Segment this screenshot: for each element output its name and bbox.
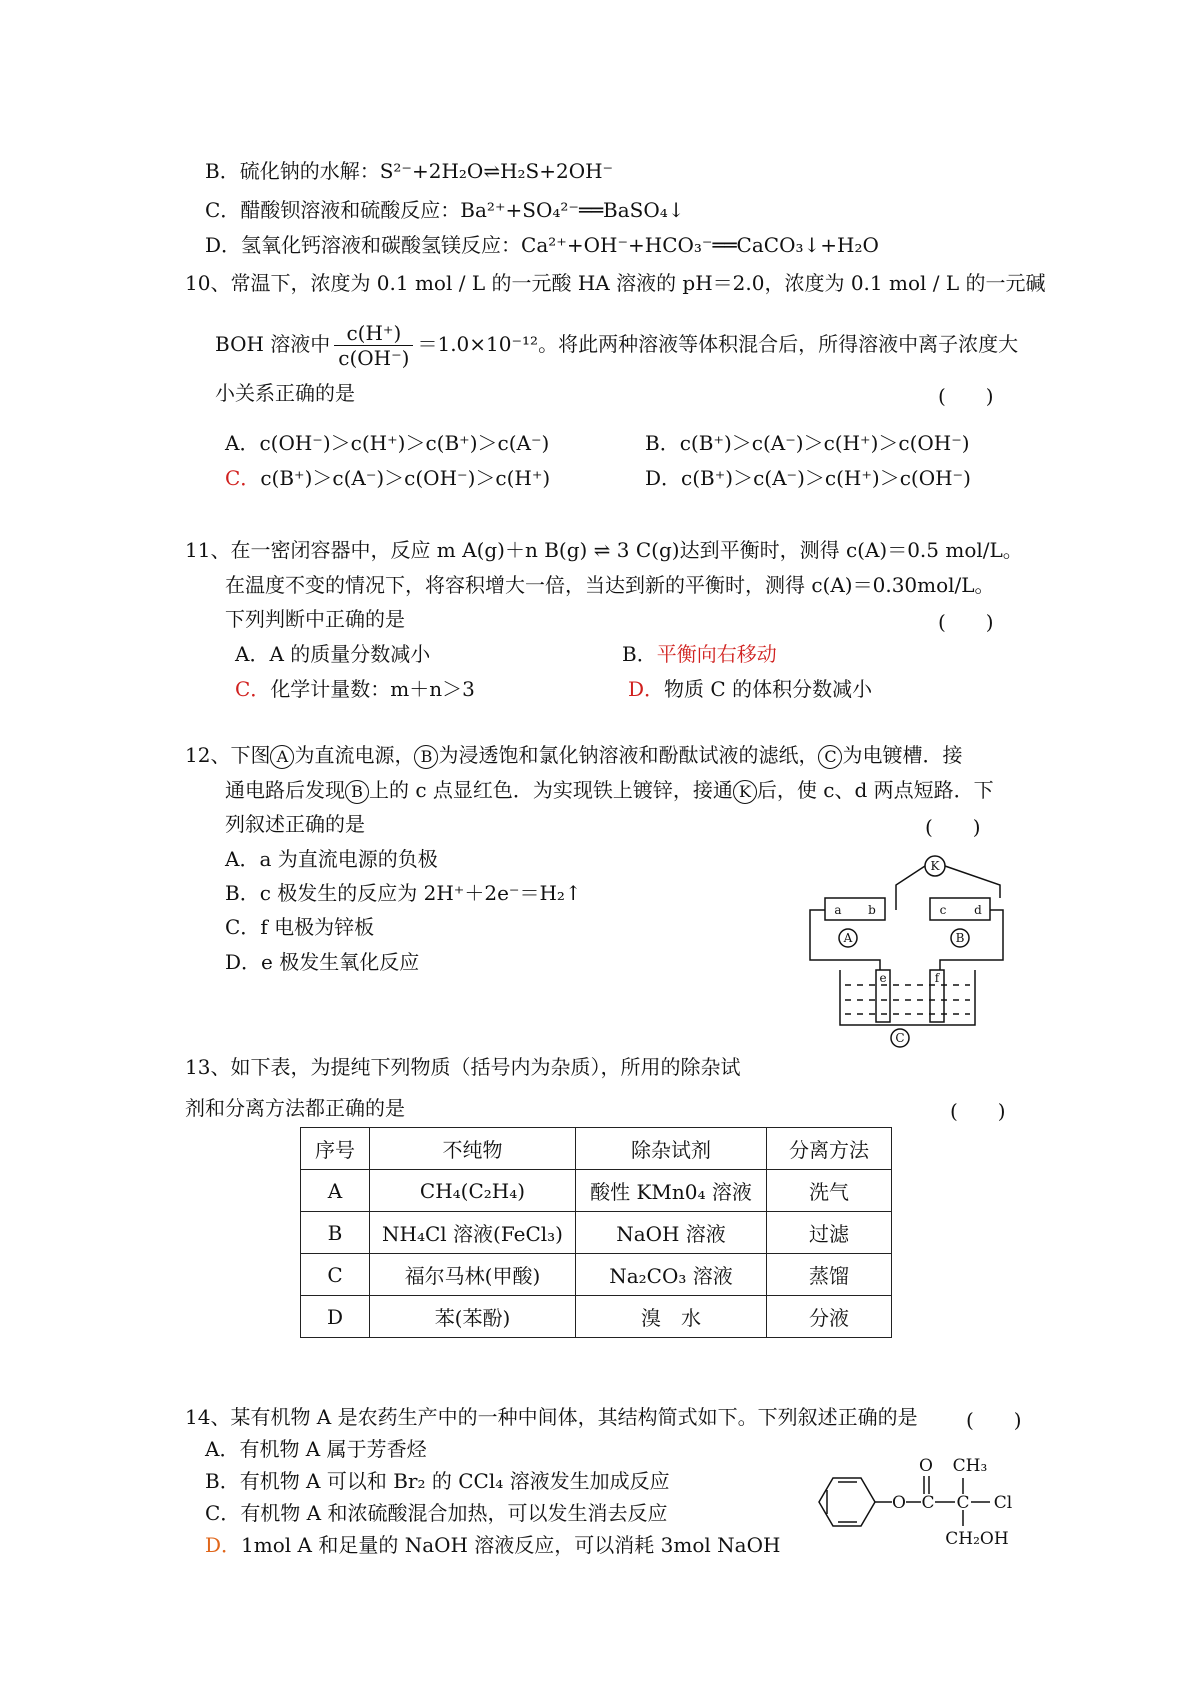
table-cell: C (301, 1254, 370, 1296)
option-letter: C． (235, 677, 271, 701)
q12-option-c (225, 914, 374, 940)
option-text: 化学计量数：m＋n＞3 (270, 677, 475, 701)
diagram-circle-b: B (955, 931, 965, 945)
option-letter: B． (205, 1469, 240, 1493)
table-cell: NH₄Cl 溶液(FeCl₃) (370, 1212, 576, 1254)
q12-line3: 列叙述正确的是 (225, 812, 365, 836)
q9-option-c (205, 197, 685, 223)
option-letter: D． (205, 233, 242, 257)
answer-blank[interactable]: ( ) (966, 1408, 1022, 1432)
option-text: c(B⁺)＞c(A⁻)＞c(H⁺)＞c(OH⁻) (679, 431, 970, 455)
option-text: c(OH⁻)＞c(H⁺)＞c(B⁺)＞c(A⁻) (259, 431, 550, 455)
option-text: c(B⁺)＞c(A⁻)＞c(H⁺)＞c(OH⁻) (681, 466, 971, 490)
circle-b-label: B (345, 780, 369, 804)
table-cell: 蒸馏 (767, 1254, 892, 1296)
q11-option-a (235, 641, 430, 667)
option-letter: B． (225, 881, 260, 905)
q11-line2: 在温度不变的情况下，将容积增大一倍，当达到新的平衡时，测得 c(A)＝0.30mol/L。 (225, 573, 995, 597)
methyl-group: CH₃ (952, 1456, 988, 1476)
option-text: 有机物 A 属于芳香烃 (239, 1437, 427, 1461)
q11-option-d (628, 676, 872, 702)
option-letter: C． (205, 1501, 241, 1525)
q14-option-d (205, 1532, 780, 1558)
q12-line2 (225, 777, 994, 804)
option-text: c(B⁺)＞c(A⁻)＞c(OH⁻)＞c(H⁺) (260, 466, 551, 490)
circle-b-label: B (414, 745, 438, 769)
option-letter: C． (205, 198, 241, 222)
q10-line1: 10、常温下，浓度为 0.1 mol / L 的一元酸 HA 溶液的 pH＝2.0，浓度为 0.1 mol / L 的一元碱 (185, 271, 1046, 295)
hydroxymethyl-group: CH₂OH (945, 1529, 1009, 1549)
circle-c-label: C (818, 745, 842, 769)
q12-option-d (225, 949, 419, 975)
answer-blank[interactable]: ( ) (938, 384, 994, 408)
table-row (301, 1212, 892, 1254)
option-text: a 为直流电源的负极 (259, 847, 438, 871)
table-cell: CH₄(C₂H₄) (370, 1170, 576, 1212)
q13-line2: 剂和分离方法都正确的是 (185, 1096, 405, 1120)
q10-option-b (645, 430, 970, 456)
option-letter: D． (205, 1533, 242, 1557)
table-cell: D (301, 1296, 370, 1338)
q12-text-1: 为直流电源， (294, 743, 415, 767)
table-cell: A (301, 1170, 370, 1212)
diagram-f-label: f (934, 971, 940, 985)
table-header-row (301, 1128, 892, 1170)
header-cell: 分离方法 (767, 1128, 892, 1170)
organic-structure-diagram (805, 1450, 1035, 1560)
diagram-b-label: b (868, 903, 876, 917)
diagram-k-label: K (930, 859, 940, 873)
option-letter: D． (225, 950, 262, 974)
diagram-e-label: e (879, 971, 887, 985)
q12-number: 12、下图 (185, 743, 271, 767)
circle-k-label: K (733, 780, 757, 804)
option-text: 物质 C 的体积分数减小 (664, 677, 873, 701)
carbonyl-oxygen: O (919, 1456, 933, 1476)
q10-line2 (215, 316, 1018, 372)
q12-line2a: 通电路后发现 (225, 778, 345, 802)
option-letter: D． (628, 677, 665, 701)
diagram-circle-a: A (843, 931, 853, 945)
chlorine-atom: Cl (993, 1493, 1013, 1513)
q13-line1: 13、如下表，为提纯下列物质（括号内为杂质），所用的除杂试 (185, 1055, 741, 1079)
ester-oxygen: O (892, 1493, 906, 1513)
quaternary-carbon: C (956, 1493, 970, 1513)
q12-text-3: 为电镀槽．接 (842, 743, 963, 767)
table-cell: NaOH 溶液 (576, 1212, 767, 1254)
option-letter: B． (205, 159, 240, 183)
option-text: 硫化钠的水解：S²⁻+2H₂O⇌H₂S+2OH⁻ (239, 159, 614, 183)
option-letter: A． (225, 431, 260, 455)
option-text: 1mol A 和足量的 NaOH 溶液反应，可以消耗 3mol NaOH (241, 1533, 781, 1557)
q10-line3: 小关系正确的是 (215, 381, 355, 405)
option-letter: C． (225, 915, 261, 939)
diagram-d-label: d (974, 903, 982, 917)
table-cell: 酸性 KMn0₄ 溶液 (576, 1170, 767, 1212)
diagram-c-label: c (939, 903, 947, 917)
q14-option-b (205, 1468, 670, 1494)
table-row (301, 1296, 892, 1338)
q10-line2-post: ＝1.0×10⁻¹²。将此两种溶液等体积混合后，所得溶液中离子浓度大 (417, 332, 1019, 356)
q10-line2-pre: BOH 溶液中 (215, 332, 331, 356)
option-text: f 电极为锌板 (260, 915, 375, 939)
option-letter: A． (235, 642, 270, 666)
fraction-numerator: c(H⁺) (334, 321, 413, 346)
table-cell: 溴 水 (576, 1296, 767, 1338)
option-letter: A． (205, 1437, 240, 1461)
table-cell: 福尔马林(甲酸) (370, 1254, 576, 1296)
q14-line1: 14、某有机物 A 是农药生产中的一种中间体，其结构简式如下。下列叙述正确的是 (185, 1405, 918, 1429)
option-text: e 极发生氧化反应 (261, 950, 420, 974)
option-text: A 的质量分数减小 (269, 642, 431, 666)
q12-line2c: 后，使 c、d 两点短路．下 (756, 778, 994, 802)
diagram-circle-c: C (895, 1031, 905, 1045)
table-row (301, 1170, 892, 1212)
option-letter: B． (622, 642, 657, 666)
option-letter: A． (225, 847, 260, 871)
q10-option-d (645, 465, 971, 491)
answer-blank[interactable]: ( ) (925, 815, 981, 839)
header-cell: 除杂试剂 (576, 1128, 767, 1170)
purification-table (300, 1127, 892, 1338)
electroplating-circuit-diagram (800, 850, 1010, 1050)
q9-option-b (205, 158, 613, 184)
q11-line3: 下列判断中正确的是 (225, 607, 405, 631)
q12-text-2: 为浸透饱和氯化钠溶液和酚酞试液的滤纸， (438, 743, 819, 767)
table-cell: B (301, 1212, 370, 1254)
carbonyl-carbon: C (921, 1493, 935, 1513)
table-cell: 分液 (767, 1296, 892, 1338)
q12-line1 (185, 742, 962, 769)
option-text: 有机物 A 可以和 Br₂ 的 CCl₄ 溶液发生加成反应 (239, 1469, 670, 1493)
table-cell: 过滤 (767, 1212, 892, 1254)
q11-option-b (622, 641, 777, 667)
diagram-a-label: a (834, 903, 842, 917)
table-cell: Na₂CO₃ 溶液 (576, 1254, 767, 1296)
q12-option-b (225, 880, 582, 906)
q11-line1: 11、在一密闭容器中，反应 m A(g)＋n B(g) ⇌ 3 C(g)达到平衡时，测得 c(A)＝0.5 mol/L。 (185, 538, 1023, 562)
q9-option-d (205, 232, 879, 258)
option-letter: D． (645, 466, 682, 490)
table-cell: 洗气 (767, 1170, 892, 1212)
header-cell: 序号 (301, 1128, 370, 1170)
option-text: 醋酸钡溶液和硫酸反应：Ba²⁺+SO₄²⁻══BaSO₄↓ (240, 198, 685, 222)
option-text: 平衡向右移动 (656, 642, 777, 666)
answer-blank[interactable]: ( ) (938, 610, 994, 634)
fraction-denominator: c(OH⁻) (338, 346, 410, 370)
option-text: c 极发生的反应为 2H⁺＋2e⁻＝H₂↑ (259, 881, 582, 905)
q10-option-a (225, 430, 549, 456)
table-row (301, 1254, 892, 1296)
header-cell: 不纯物 (370, 1128, 576, 1170)
q12-line2b: 上的 c 点显红色．为实现铁上镀锌，接通 (369, 778, 733, 802)
q10-option-c (225, 465, 550, 491)
q14-option-a (205, 1436, 427, 1462)
q14-option-c (205, 1500, 667, 1526)
table-cell: 苯(苯酚) (370, 1296, 576, 1338)
answer-blank[interactable]: ( ) (950, 1099, 1006, 1123)
q11-option-c (235, 676, 475, 702)
ion-ratio-fraction (334, 321, 413, 370)
option-letter: C． (225, 466, 261, 490)
option-letter: B． (645, 431, 680, 455)
q12-option-a (225, 846, 438, 872)
option-text: 有机物 A 和浓硫酸混合加热，可以发生消去反应 (240, 1501, 668, 1525)
option-text: 氢氧化钙溶液和碳酸氢镁反应：Ca²⁺+OH⁻+HCO₃⁻══CaCO₃↓+H₂O (241, 233, 879, 257)
circle-a-label: A (270, 745, 294, 769)
